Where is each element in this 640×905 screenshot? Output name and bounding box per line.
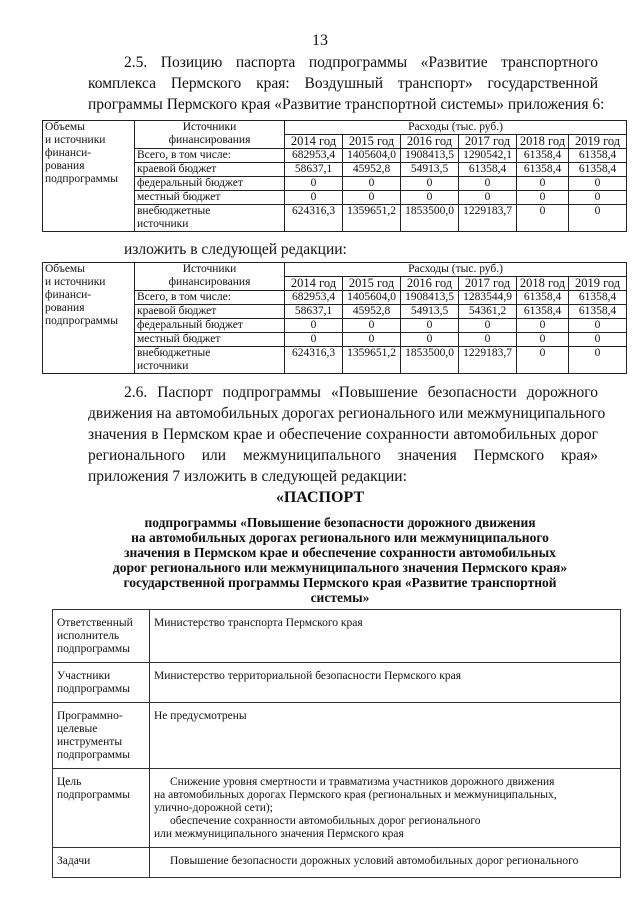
year-header: 2019 год bbox=[569, 135, 627, 149]
source-label: краевой бюджет bbox=[135, 305, 285, 319]
passport-row bbox=[53, 848, 621, 878]
fin-source-header: Источники финансирования bbox=[135, 121, 285, 149]
amount-cell: 61358,4 bbox=[569, 149, 627, 163]
passport-title-line: дорог регионального или межмуниципального значения Пермского края» bbox=[112, 560, 568, 575]
passport-row bbox=[53, 769, 621, 848]
passport-value-line: улично-дорожной сети); bbox=[154, 802, 273, 814]
source-label: местный бюджет bbox=[135, 333, 285, 347]
amount-cell: 61358,4 bbox=[459, 163, 517, 177]
amount-cell: 0 bbox=[517, 177, 569, 191]
passport-title-line: подпрограммы «Повышение безопасности дорожного движения bbox=[144, 515, 536, 530]
source-label: Всего, в том числе: bbox=[135, 149, 285, 163]
amount-cell: 682953,4 bbox=[285, 149, 343, 163]
passport-value bbox=[150, 769, 621, 848]
passport-value bbox=[150, 703, 621, 769]
amount-cell: 61358,4 bbox=[517, 149, 569, 163]
amount-cell: 0 bbox=[517, 333, 569, 347]
year-header: 2019 год bbox=[569, 277, 627, 291]
passport-value-line: на автомобильных дорогах Пермского края (региональных и межмуниципальных, bbox=[154, 789, 557, 801]
amount-cell: 0 bbox=[459, 333, 517, 347]
amount-cell: 1359651,2 bbox=[343, 347, 401, 374]
source-label: федеральный бюджет bbox=[135, 319, 285, 333]
amount-cell: 0 bbox=[285, 319, 343, 333]
source-label: местный бюджет bbox=[135, 191, 285, 205]
amount-cell: 61358,4 bbox=[517, 291, 569, 305]
source-label: федеральный бюджет bbox=[135, 177, 285, 191]
passport-key: Ответственный исполнитель подпрограммы bbox=[53, 610, 150, 663]
passport-table bbox=[52, 609, 621, 878]
passport-value-line: обеспечение сохранности автомобильных дорог регионального bbox=[170, 815, 481, 827]
amount-cell: 1229183,7 bbox=[459, 347, 517, 374]
amount-cell: 1908413,5 bbox=[401, 291, 459, 305]
amount-cell: 1908413,5 bbox=[401, 149, 459, 163]
amount-cell: 0 bbox=[459, 191, 517, 205]
passport-title bbox=[100, 515, 580, 605]
amount-cell: 61358,4 bbox=[517, 305, 569, 319]
amount-cell: 0 bbox=[285, 333, 343, 347]
passport-title-line: на автомобильных дорогах регионального или межмуниципального bbox=[131, 530, 549, 545]
amount-cell: 0 bbox=[569, 347, 627, 374]
section-2-6-line: движения на автомобильных дорогах регионального или межмуниципального bbox=[88, 405, 606, 422]
section-2-5-paragraph bbox=[88, 52, 605, 115]
section-2-5-line: 2.5. Позицию паспорта подпрограммы «Развитие транспортного bbox=[124, 54, 598, 71]
passport-title-line: системы» bbox=[310, 590, 370, 605]
fin-volume-label: Объемы и источники финанси- рования подпрограммы bbox=[43, 263, 135, 374]
amount-cell: 0 bbox=[569, 333, 627, 347]
amount-cell: 0 bbox=[401, 191, 459, 205]
financing-table-current bbox=[42, 120, 627, 232]
financing-table-new bbox=[42, 262, 627, 374]
amount-cell: 682953,4 bbox=[285, 291, 343, 305]
passport-value-line: Министерство территориальной безопасности Пермского края bbox=[154, 670, 462, 682]
amount-cell: 0 bbox=[285, 177, 343, 191]
year-header: 2016 год bbox=[401, 277, 459, 291]
amount-cell: 58637,1 bbox=[285, 163, 343, 177]
source-label: внебюджетные источники bbox=[135, 347, 285, 374]
amount-cell: 624316,3 bbox=[285, 347, 343, 374]
amount-cell: 1229183,7 bbox=[459, 205, 517, 232]
year-header: 2015 год bbox=[343, 277, 401, 291]
passport-row bbox=[53, 663, 621, 703]
passport-value-line: Повышение безопасности дорожных условий автомобильных дорог регионального bbox=[170, 855, 579, 867]
amount-cell: 0 bbox=[517, 191, 569, 205]
amount-cell: 0 bbox=[401, 333, 459, 347]
source-label: краевой бюджет bbox=[135, 163, 285, 177]
amount-cell: 0 bbox=[343, 319, 401, 333]
amount-cell: 0 bbox=[517, 205, 569, 232]
amount-cell: 0 bbox=[459, 177, 517, 191]
amount-cell: 624316,3 bbox=[285, 205, 343, 232]
passport-value-line: Снижение уровня смертности и травматизма участников дорожного движения bbox=[170, 776, 555, 788]
year-header: 2018 год bbox=[517, 135, 569, 149]
amount-cell: 1283544,9 bbox=[459, 291, 517, 305]
amount-cell: 0 bbox=[401, 177, 459, 191]
passport-value-line: Не предусмотрены bbox=[154, 710, 247, 722]
passport-heading: «ПАСПОРТ bbox=[275, 489, 365, 506]
amount-cell: 1405604,0 bbox=[343, 291, 401, 305]
passport-title-line: государственной программы Пермского края «Развитие транспортной bbox=[123, 575, 557, 590]
source-label: внебюджетные источники bbox=[135, 205, 285, 232]
page-number: 13 bbox=[312, 32, 328, 49]
passport-value-line: Министерство транспорта Пермского края bbox=[154, 617, 363, 629]
year-header: 2018 год bbox=[517, 277, 569, 291]
source-label: Всего, в том числе: bbox=[135, 291, 285, 305]
passport-key: Цель подпрограммы bbox=[53, 769, 150, 848]
section-2-6-line: регионального или межмуниципального значения Пермского края» bbox=[88, 447, 598, 464]
passport-key: Программно- целевые инструменты подпрограммы bbox=[53, 703, 150, 769]
amount-cell: 0 bbox=[401, 319, 459, 333]
year-header: 2017 год bbox=[459, 135, 517, 149]
passport-value bbox=[150, 610, 621, 663]
amount-cell: 61358,4 bbox=[517, 163, 569, 177]
amount-cell: 61358,4 bbox=[569, 305, 627, 319]
amount-cell: 0 bbox=[343, 177, 401, 191]
year-header: 2017 год bbox=[459, 277, 517, 291]
amount-cell: 0 bbox=[343, 191, 401, 205]
amount-cell: 45952,8 bbox=[343, 163, 401, 177]
section-2-6-paragraph bbox=[88, 382, 606, 487]
section-2-6-line: 2.6. Паспорт подпрограммы «Повышение безопасности дорожного bbox=[124, 384, 598, 401]
amount-cell: 1359651,2 bbox=[343, 205, 401, 232]
amount-cell: 0 bbox=[569, 319, 627, 333]
middle-text: изложить в следующей редакции: bbox=[124, 241, 347, 258]
passport-value-line: или межмуниципального значения Пермского края bbox=[154, 828, 404, 840]
amount-cell: 0 bbox=[569, 191, 627, 205]
amount-cell: 0 bbox=[517, 319, 569, 333]
amount-cell: 1290542,1 bbox=[459, 149, 517, 163]
amount-cell: 1853500,0 bbox=[401, 347, 459, 374]
passport-row bbox=[53, 610, 621, 663]
passport-row bbox=[53, 703, 621, 769]
fin-volume-label: Объемы и источники финанси- рования подпрограммы bbox=[43, 121, 135, 232]
passport-title-line: значения в Пермском крае и обеспечение сохранности автомобильных bbox=[124, 545, 556, 560]
amount-cell: 58637,1 bbox=[285, 305, 343, 319]
section-2-5-line: комплекса Пермского края: Воздушный транспорт» государственной bbox=[88, 75, 598, 92]
amount-cell: 1405604,0 bbox=[343, 149, 401, 163]
section-2-6-line: значения в Пермском крае и обеспечение сохранности автомобильных дорог bbox=[88, 426, 598, 443]
amount-cell: 1853500,0 bbox=[401, 205, 459, 232]
passport-key: Задачи bbox=[53, 848, 150, 878]
year-header: 2016 год bbox=[401, 135, 459, 149]
amount-cell: 0 bbox=[569, 205, 627, 232]
fin-source-header: Источники финансирования bbox=[135, 263, 285, 291]
amount-cell: 0 bbox=[569, 177, 627, 191]
amount-cell: 0 bbox=[343, 333, 401, 347]
year-header: 2014 год bbox=[285, 277, 343, 291]
amount-cell: 45952,8 bbox=[343, 305, 401, 319]
amount-cell: 61358,4 bbox=[569, 163, 627, 177]
amount-cell: 54913,5 bbox=[401, 305, 459, 319]
amount-cell: 61358,4 bbox=[569, 291, 627, 305]
section-2-5-line: программы Пермского края «Развитие транспортной системы» приложения 6: bbox=[88, 96, 605, 113]
passport-value bbox=[150, 848, 621, 878]
fin-expenses-header: Расходы (тыс. руб.) bbox=[285, 263, 627, 277]
amount-cell: 54361,2 bbox=[459, 305, 517, 319]
passport-key: Участники подпрограммы bbox=[53, 663, 150, 703]
section-2-6-line: приложения 7 изложить в следующей редакции: bbox=[88, 468, 407, 485]
fin-expenses-header: Расходы (тыс. руб.) bbox=[285, 121, 627, 135]
amount-cell: 0 bbox=[459, 319, 517, 333]
year-header: 2015 год bbox=[343, 135, 401, 149]
passport-value bbox=[150, 663, 621, 703]
year-header: 2014 год bbox=[285, 135, 343, 149]
amount-cell: 54913,5 bbox=[401, 163, 459, 177]
amount-cell: 0 bbox=[517, 347, 569, 374]
amount-cell: 0 bbox=[285, 191, 343, 205]
